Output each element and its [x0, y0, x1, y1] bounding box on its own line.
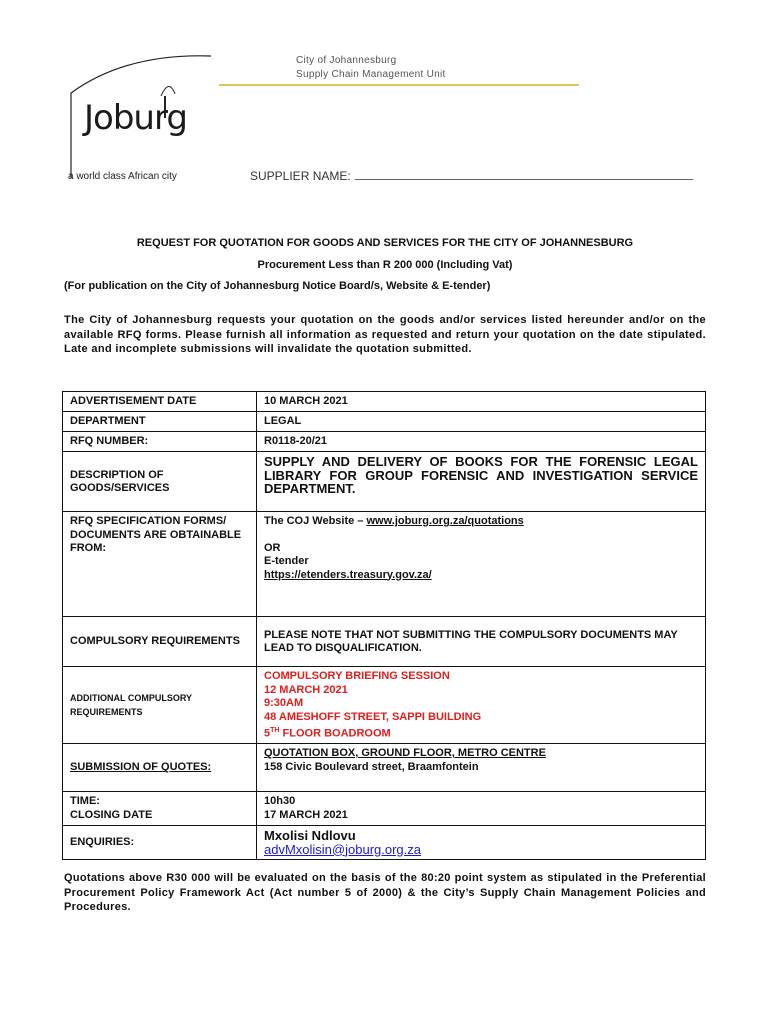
advert-date-label: ADVERTISEMENT DATE [63, 392, 257, 412]
submission-line2: 158 Civic Boulevard street, Braamfontein [264, 760, 479, 773]
time-closing-label [63, 792, 257, 826]
closing-date-label: CLOSING DATE [70, 808, 153, 821]
briefing-floor: 5TH FLOOR BOADROOM [264, 727, 391, 740]
supplier-name-blank[interactable] [355, 169, 693, 180]
table-row [63, 667, 706, 744]
supplier-name-label: SUPPLIER NAME: [250, 169, 351, 183]
etender-link[interactable]: https://etenders.treasury.gov.za/ [264, 568, 432, 581]
spec-forms-value [257, 512, 706, 617]
description-value: SUPPLY AND DELIVERY OF BOOKS FOR THE FORENSIC LEGAL LIBRARY FOR GROUP FORENSIC AND INVESTIGATION SERVICE DEPARTMENT. [257, 452, 706, 512]
time-closing-value [257, 792, 706, 826]
table-row [63, 512, 706, 617]
enquiries-value [257, 826, 706, 860]
table-row [63, 392, 706, 412]
org-name: City of Johannesburg [296, 55, 397, 66]
evaluation-note: Quotations above R30 000 will be evaluated on the basis of the 80:20 point system as stipulated in the Preferential Procurement Policy Framework Act (Act number 5 of 2000) & the City’s Supply Chain Management Policies and Procedures. [64, 872, 706, 913]
logo-wordmark: Joburg [84, 98, 187, 138]
table-row [63, 744, 706, 792]
submission-line1: QUOTATION BOX, GROUND FLOOR, METRO CENTRE [264, 747, 546, 760]
spec-etender: E-tender [264, 555, 309, 567]
enquiries-email-link[interactable]: advMxolisin@joburg.org.za [264, 841, 421, 857]
briefing-time: 9:30AM [264, 697, 304, 709]
time-label: TIME: [70, 795, 100, 808]
table-row [63, 432, 706, 452]
logo-tagline: a world class African city [68, 171, 177, 182]
submission-label: SUBMISSION OF QUOTES: [63, 744, 257, 792]
publication-note: (For publication on the City of Johannesburg Notice Board/s, Website & E-tender) [64, 280, 491, 292]
advert-date-value: 10 MARCH 2021 [257, 392, 706, 412]
time-value: 10h30 [264, 795, 296, 808]
table-row [63, 412, 706, 432]
rfq-details-table [62, 391, 706, 860]
document-title: REQUEST FOR QUOTATION FOR GOODS AND SERVICES FOR THE CITY OF JOHANNESBURG [136, 237, 634, 249]
closing-date-value: 17 MARCH 2021 [264, 808, 348, 821]
description-label: DESCRIPTION OF GOODS/SERVICES [63, 452, 257, 512]
table-row [63, 826, 706, 860]
intro-paragraph: The City of Johannesburg requests your quotation on the goods and/or services listed hereunder and/or on the available RFQ forms. Please furnish all information as requested and return your quotation on the date stipulated. Late and incomplete submissions will invalidate the quotation submitted. [64, 314, 706, 355]
org-block [296, 54, 446, 82]
header-divider [219, 84, 579, 86]
submission-value [257, 744, 706, 792]
enquiries-name: Mxolisi Ndlovu [264, 828, 356, 844]
briefing-date: 12 MARCH 2021 [264, 683, 348, 696]
department-value: LEGAL [257, 412, 706, 432]
spec-forms-label: RFQ SPECIFICATION FORMS/ DOCUMENTS ARE OBTAINABLE FROM: [63, 512, 257, 617]
compulsory-label: COMPULSORY REQUIREMENTS [63, 617, 257, 667]
briefing-title: COMPULSORY BRIEFING SESSION [264, 670, 450, 682]
table-row [63, 792, 706, 826]
department-label: DEPARTMENT [63, 412, 257, 432]
additional-compulsory-label: ADDITIONAL COMPULSORY REQUIREMENTS [63, 667, 257, 744]
compulsory-value: PLEASE NOTE THAT NOT SUBMITTING THE COMPULSORY DOCUMENTS MAY LEAD TO DISQUALIFICATION. [257, 617, 706, 667]
rfq-number-label: RFQ NUMBER: [63, 432, 257, 452]
coj-website-link[interactable]: www.joburg.org.za/quotations [366, 515, 524, 527]
spec-prefix: The COJ Website – [264, 515, 367, 527]
table-row [63, 617, 706, 667]
rfq-number-value: R0118-20/21 [257, 432, 706, 452]
joburg-logo [66, 48, 216, 188]
org-unit: Supply Chain Management Unit [296, 69, 446, 80]
briefing-address: 48 AMESHOFF STREET, SAPPI BUILDING [264, 710, 482, 723]
document-subtitle: Procurement Less than R 200 000 (Including Vat) [257, 259, 513, 271]
enquiries-label: ENQUIRIES: [63, 826, 257, 860]
spec-or: OR [264, 541, 281, 554]
supplier-name-field[interactable] [250, 169, 693, 183]
briefing-session-value [257, 667, 706, 744]
table-row [63, 452, 706, 512]
